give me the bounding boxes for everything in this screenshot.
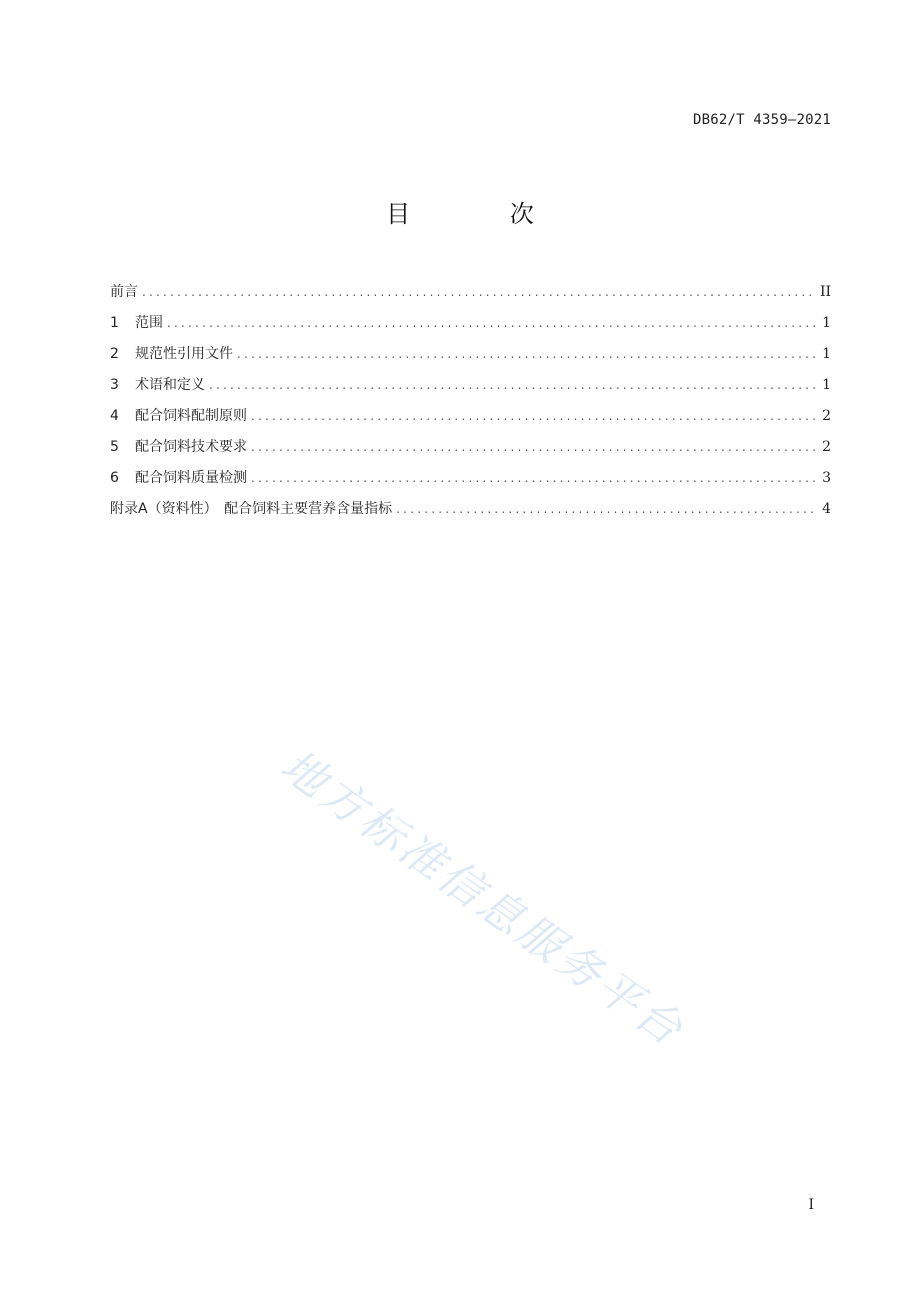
toc-entry-page: II xyxy=(819,284,831,300)
toc-entry-label: 范围 xyxy=(135,315,163,331)
toc-title: 目 次 xyxy=(386,200,580,228)
toc-entry-page: 1 xyxy=(822,346,831,362)
toc-entry-page: 2 xyxy=(822,408,831,424)
toc-entry-technical-requirements[interactable] xyxy=(110,436,831,467)
page-number: I xyxy=(808,1197,814,1213)
toc-entry-formulation-principles[interactable] xyxy=(110,405,831,436)
toc-entry-subtitle: 配合饲料主要营养含量指标 xyxy=(224,501,393,517)
toc-entry-label: 配合饲料质量检测 xyxy=(135,470,247,486)
toc-leader-dots xyxy=(167,312,817,334)
toc-entry-page: 4 xyxy=(822,501,831,517)
toc-entry-appendix-a[interactable] xyxy=(110,498,831,529)
toc-entry-page: 1 xyxy=(822,377,831,393)
toc-entry-label: 附录A（资料性） xyxy=(110,501,218,517)
toc-entry-scope[interactable] xyxy=(110,312,831,343)
toc-entry-label: 规范性引用文件 xyxy=(135,346,233,362)
toc-leader-dots xyxy=(251,436,817,458)
toc-entry-number: 3 xyxy=(110,377,119,393)
toc-entry-terms-definitions[interactable] xyxy=(110,374,831,405)
toc-entry-foreword[interactable] xyxy=(110,281,831,312)
toc-entry-number: 1 xyxy=(110,315,119,331)
toc-entry-page: 1 xyxy=(822,315,831,331)
toc-entry-page: 3 xyxy=(822,470,831,486)
toc-entry-label: 配合饲料配制原则 xyxy=(135,408,247,424)
watermark-text: 地方标准信息服务平台 xyxy=(271,740,694,1058)
toc-entry-label: 术语和定义 xyxy=(135,377,205,393)
toc-leader-dots xyxy=(251,405,817,427)
toc-entry-normative-references[interactable] xyxy=(110,343,831,374)
toc-entry-quality-testing[interactable] xyxy=(110,467,831,498)
toc-entry-number: 4 xyxy=(110,408,119,424)
toc-entry-page: 2 xyxy=(822,439,831,455)
toc-leader-dots xyxy=(237,343,817,365)
table-of-contents xyxy=(110,281,831,529)
document-code: DB62/T 4359—2021 xyxy=(692,112,831,128)
toc-leader-dots xyxy=(396,498,817,520)
toc-entry-number: 5 xyxy=(110,439,119,455)
toc-entry-number: 2 xyxy=(110,346,119,362)
toc-leader-dots xyxy=(251,467,817,489)
toc-entry-number: 6 xyxy=(110,470,119,486)
toc-entry-label: 前言 xyxy=(110,284,138,300)
toc-leader-dots xyxy=(142,281,816,303)
toc-entry-label: 配合饲料技术要求 xyxy=(135,439,247,455)
toc-leader-dots xyxy=(209,374,817,396)
